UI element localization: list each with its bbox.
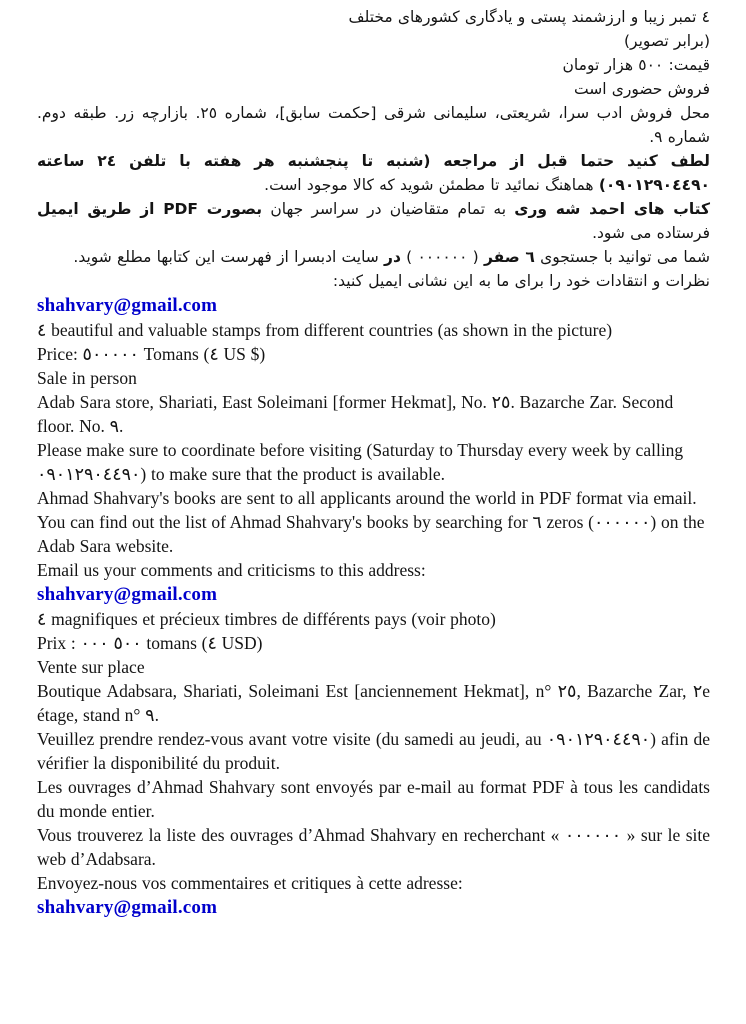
fa-comments-line	[37, 269, 710, 293]
en-books-pdf-notice	[37, 486, 710, 510]
text-segment: Please make sure to coordinate before visiting (Saturday to Thursday every week by calling ٠٩٠١٢٩٠٤٤٩٠) to make sure that the product is available.	[37, 440, 684, 484]
text-segment: Price: ٥٠٠٠٠٠ Tomans (٤ US $)	[37, 344, 266, 364]
email-link[interactable]: shahvary@gmail.com	[37, 584, 218, 605]
fa-as-picture-line	[37, 29, 710, 53]
text-segment: Veuillez prendre rendez-vous avant votre visite (du samedi au jeudi, au ٠٩٠١٢٩٠٤٤٩٠) afin de vérifier la disponibilité du produit.	[37, 729, 710, 773]
fa-books-pdf-notice	[37, 197, 710, 245]
text-segment: به تمام متقاضیان در سراسر جهان	[262, 200, 515, 218]
fa-six-zeros-notice	[37, 245, 710, 269]
text-segment: Les ouvrages d’Ahmad Shahvary sont envoyés par e-mail au format PDF à tous les candidats du monde entier.	[37, 777, 710, 821]
text-segment: (برابر تصویر)	[624, 32, 710, 50]
fa-store-address	[37, 101, 710, 149]
text-segment: Ahmad Shahvary's books are sent to all applicants around the world in PDF format via email.	[37, 488, 697, 508]
text-segment: فروش حضوری است	[573, 80, 710, 98]
email-paragraph-2	[37, 582, 710, 607]
email-link[interactable]: shahvary@gmail.com	[37, 295, 218, 316]
en-comments-line	[37, 558, 710, 582]
text-segment: ٦ صفر	[483, 248, 535, 266]
fr-six-zeros-notice	[37, 823, 710, 871]
en-six-zeros-notice	[37, 510, 710, 558]
en-phone-notice	[37, 438, 710, 486]
text-segment: شما می توانید با جستجوی	[534, 248, 710, 266]
fr-store-address	[37, 679, 710, 727]
text-segment: فرستاده می شود.	[592, 224, 710, 242]
en-price-line	[37, 342, 710, 366]
text-segment: Boutique Adabsara, Shariati, Soleimani Est [anciennement Hekmat], n° ٢٥, Bazarche Zar, ٢e étage, stand n° ٩.	[37, 681, 710, 725]
email-link[interactable]: shahvary@gmail.com	[37, 897, 218, 918]
text-segment: محل فروش ادب سرا، شریعتی، سلیمانی شرقی [حکمت سابق]، شماره ٢٥. بازارچه زر. طبقه دوم. شماره ٩.	[37, 104, 711, 146]
fa-sale-in-person-line	[37, 77, 710, 101]
text-segment: Vous trouverez la liste des ouvrages d’Ahmad Shahvary en recherchant « ٠٠٠٠٠٠ » sur le site web d’Adabsara.	[37, 825, 710, 869]
email-paragraph-3	[37, 895, 710, 920]
text-segment: بصورت PDF از طریق ایمیل	[37, 200, 263, 218]
text-segment: Adab Sara store, Shariati, East Soleimani [former Hekmat], No. ٢٥. Bazarche Zar. Second floor. No. ٩.	[37, 392, 674, 436]
text-segment: نظرات و انتقادات خود را برای ما به این نشانی ایمیل کنید:	[332, 272, 710, 290]
text-segment: ٤ magnifiques et précieux timbres de différents pays (voir photo)	[37, 609, 496, 629]
text-segment: هماهنگ نمائید تا مطمئن شوید که کالا موجود است.	[264, 176, 599, 194]
text-segment: لطف کنید حتما قبل از مراجعه (شنبه تا پنجشنبه هر هفته با تلفن ٢٤ ساعته ٠٩٠١٢٩٠٤٤٩٠)	[37, 152, 710, 194]
fa-price-line	[37, 53, 710, 77]
text-segment: ٤ beautiful and valuable stamps from different countries (as shown in the picture)	[37, 320, 613, 340]
fr-sale-in-person-line	[37, 655, 710, 679]
text-segment: ٤ تمبر زیبا و ارزشمند پستی و یادگاری کشورهای مختلف	[348, 8, 710, 26]
text-segment: Envoyez-nous vos commentaires et critiques à cette adresse:	[37, 873, 463, 893]
text-segment: کتاب های احمد شه وری	[514, 200, 710, 218]
fa-title-line	[37, 5, 710, 29]
en-title-line	[37, 318, 710, 342]
text-segment: You can find out the list of Ahmad Shahvary's books by searching for ٦ zeros (٠٠٠٠٠٠) on the Adab Sara website.	[37, 512, 705, 556]
fr-comments-line	[37, 871, 710, 895]
en-sale-in-person-line	[37, 366, 710, 390]
fr-title-line	[37, 607, 710, 631]
text-segment: قیمت: ٥٠٠ هزار تومان	[562, 56, 710, 74]
text-segment: ( ٠٠٠٠٠٠ )	[400, 248, 484, 266]
fa-phone-notice	[37, 149, 710, 197]
fr-phone-notice	[37, 727, 710, 775]
text-segment: Email us your comments and criticisms to this address:	[37, 560, 426, 580]
fr-books-pdf-notice	[37, 775, 710, 823]
text-segment: در	[384, 248, 401, 266]
text-segment: Sale in person	[37, 368, 137, 388]
text-segment: Vente sur place	[37, 657, 145, 677]
text-segment: سایت ادبسرا از فهرست این کتابها مطلع شوید.	[73, 248, 385, 266]
en-store-address	[37, 390, 710, 438]
email-paragraph-1	[37, 293, 710, 318]
text-segment: Prix : ٥٠٠ ٠٠٠ tomans (٤ USD)	[37, 633, 263, 653]
fr-price-line	[37, 631, 710, 655]
